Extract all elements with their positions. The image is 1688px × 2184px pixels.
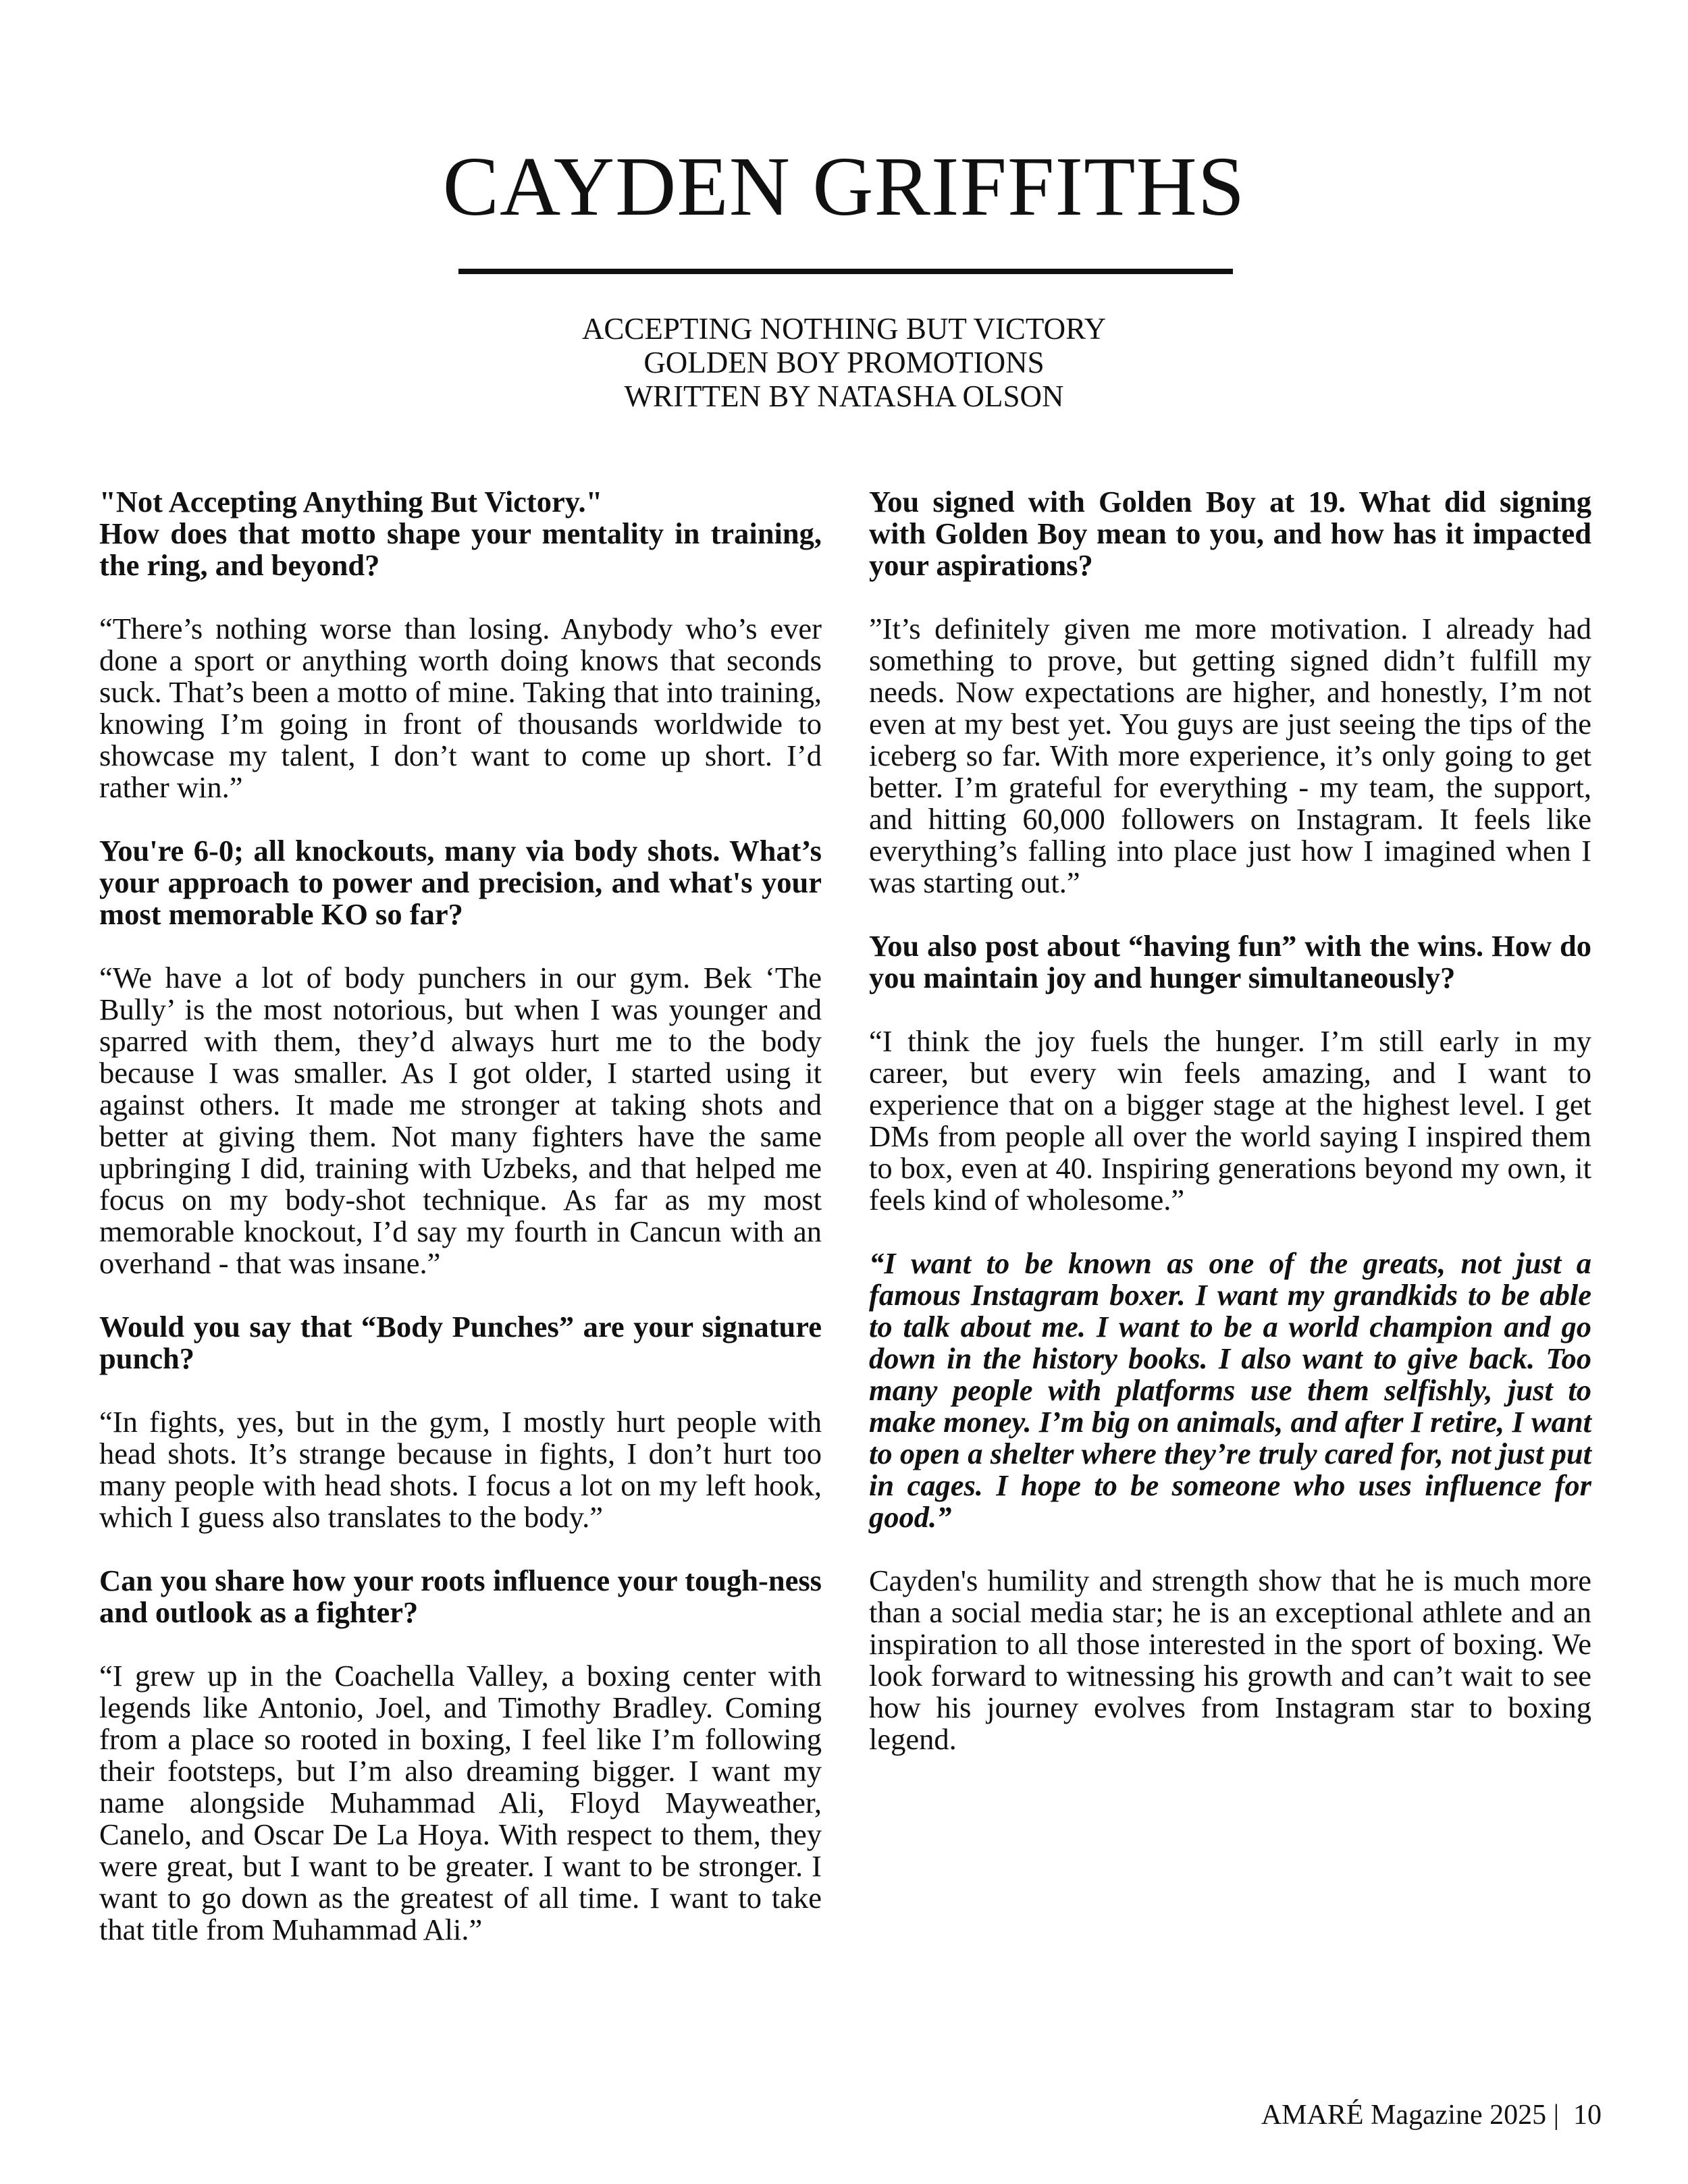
subtitle-byline: WRITTEN BY NATASHA OLSON (624, 379, 1064, 413)
answer-golden-boy: ”It’s definitely given me more motivation. I already had something to prove, but getting signed didn’t fulfill my needs. Now expectations are higher, and honestly, I’m not even at my best yet. You guys are just seeing the tips of the iceberg so far. With more experience, it’s only going to get better. I’m grateful for everything - my team, the support, and hitting 60,000 followers on Instagram. It feels like everything’s falling into place just how I imagined when I was starting out.” (869, 612, 1591, 899)
answer-roots: “I grew up in the Coachella Valley, a boxing center with legends like Antonio, Joel, and Timothy Bradley. Coming from a place so rooted in boxing, I feel like I’m following their footsteps, but I’m also dreaming bigger. I want my name alongside Muhammad Ali, Floyd Mayweather, Canelo, and Oscar De La Hoya. With respect to them, they were great, but I want to be greater. I want to be stronger. I want to go down as the greatest of all time. I want to take that title from Muhammad Ali.” (99, 1659, 822, 1946)
question-roots: Can you share how your roots influence your tough-ness and outlook as a fighter? (99, 1564, 822, 1629)
page-footer: AMARÉ Magazine 2025 | 10 (1261, 2100, 1602, 2131)
question-motto-text: How does that motto shape your mentality in training, the ring, and beyond? (99, 516, 822, 582)
question-motto-quote: "Not Accepting Anything But Victory." (99, 485, 603, 518)
question-motto (99, 486, 822, 581)
pull-quote: “I want to be known as one of the greats, not just a famous Instagram boxer. I want my grandkids to be able to talk about me. I want to be a world champion and go down in the history books. I also want to give back. Too many people with platforms use them selfishly, just to make money. I’m big on animals, and after I retire, I want to open a shelter where they’re truly cared for, not just put in cages. I hope to be someone who uses influence for good.” (869, 1246, 1591, 1534)
answer-signature-punch: “In fights, yes, but in the gym, I mostly hurt people with head shots. It’s strange because in fights, I don’t hurt too many people with head shots. I focus a lot on my left hook, which I guess also translates to the body.” (99, 1405, 822, 1534)
left-column (99, 486, 822, 1977)
answer-joy-hunger: “I think the joy fuels the hunger. I’m still early in my career, but every win feels amazing, and I want to experience that on a bigger stage at the highest level. I get DMs from people all over the world saying I inspired them to box, even at 40. Inspiring generations beyond my own, it feels kind of wholesome.” (869, 1024, 1591, 1217)
question-signature-punch: Would you say that “Body Punches” are your signature punch? (99, 1310, 822, 1375)
answer-knockouts: “We have a lot of body punchers in our gym. Bek ‘The Bully’ is the most notorious, but when I was younger and sparred with them, they’d always hurt me to the body because I was smaller. As I got older, I started using it against others. It made me stronger at taking shots and better at giving them. Not many fighters have the same upbringing I did, training with Uzbeks, and that helped me focus on my body-shot technique. As far as my most memorable knockout, I’d say my fourth in Cancun with an overhand - that was insane.” (99, 961, 822, 1280)
question-golden-boy: You signed with Golden Boy at 19. What did signing with Golden Boy mean to you, and how has it impacted your aspirations? (869, 485, 1591, 582)
question-joy-hunger: You also post about “having fun” with the wins. How do you maintain joy and hunger simultaneously? (869, 929, 1591, 994)
subtitle-organization: GOLDEN BOY PROMOTIONS (643, 346, 1045, 379)
subtitle-tagline: ACCEPTING NOTHING BUT VICTORY (581, 312, 1107, 346)
closing-paragraph: Cayden's humility and strength show that he is much more than a social media star; he is an exceptional athlete and an inspiration to all those interested in the sport of boxing. We look forward to witnessing his growth and can’t wait to see how his journey evolves from Instagram star to boxing legend. (869, 1564, 1591, 1756)
right-column (869, 486, 1591, 1755)
answer-motto: “There’s nothing worse than losing. Anybody who’s ever done a sport or anything worth doing knows that seconds suck. That’s been a motto of mine. Taking that into training, knowing I’m going in front of thousands worldwide to showcase my talent, I don’t want to come up short. I’d rather win.” (99, 612, 822, 804)
question-knockouts: You're 6-0; all knockouts, many via body shots. What’s your approach to power and precision, and what's your most memorable KO so far? (99, 834, 822, 931)
article-title: CAYDEN GRIFFITHS (442, 140, 1246, 234)
article-subtitle-block (0, 312, 1688, 413)
title-underline-rule (458, 269, 1233, 274)
